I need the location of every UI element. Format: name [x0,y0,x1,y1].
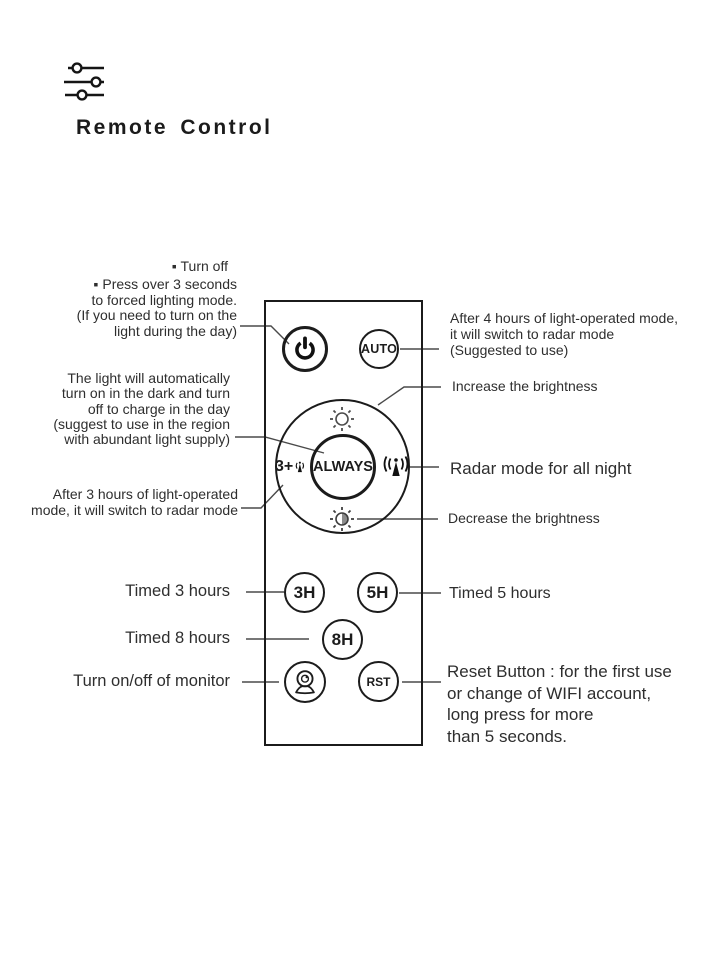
annotation-line: After 4 hours of light-operated mode, [450,310,679,326]
antenna-icon [381,452,411,480]
annotation-after-3-hours [31,487,238,518]
always-button-label: ALWAYS [313,459,373,475]
annotation-auto-dark [53,371,230,447]
annotation-forced-lighting [77,277,237,339]
annotation-after-4-hours [450,310,678,358]
reset-button[interactable] [358,661,399,702]
radar-3h-button[interactable] [275,456,307,478]
annotation-line: than 5 seconds. [447,726,568,746]
annotation-line: with abundant light supply) [64,431,230,448]
annotation-timed-8: Timed 8 hours [125,629,230,647]
timer-5h-button[interactable] [357,572,398,613]
annotation-line: Reset Button : for the first use [447,662,672,681]
sliders-icon [62,60,110,104]
page-title: Remote Control [76,116,273,139]
annotation-line: turn on in the dark and turn [61,385,230,402]
timer-8h-label: 8H [331,629,354,649]
timer-8h-button[interactable] [322,619,363,660]
radar-3h-label: 3+ [275,458,294,475]
annotation-line: mode, it will switch to radar mode [31,501,238,518]
power-button[interactable] [282,326,328,372]
webcam-icon [288,665,322,699]
annotation-line: or change of WIFI account, [447,683,652,703]
annotation-line: (suggest to use in the region [53,415,230,432]
annotation-line: After 3 hours of light-operated [52,486,238,502]
always-button[interactable] [310,434,376,500]
sun-half-icon [329,506,355,532]
reset-button-label: RST [366,674,391,689]
annotation-line: The light will automatically [67,370,230,386]
annotation-monitor: Turn on/off of monitor [73,672,230,690]
brightness-down-button[interactable] [329,506,355,532]
annotation-decrease: Decrease the brightness [448,510,600,526]
annotation-timed-5: Timed 5 hours [449,585,551,602]
annotation-reset [447,661,672,747]
annotation-radar-mode: Radar mode for all night [450,459,632,478]
monitor-button[interactable] [284,661,326,703]
auto-button-label: AUTO [361,342,397,356]
auto-button[interactable] [359,329,399,369]
timer-3h-label: 3H [293,582,316,602]
annotation-turn-off: ▪ Turn off [171,258,228,274]
timer-5h-label: 5H [366,582,389,602]
timer-3h-button[interactable] [284,572,325,613]
annotation-line: (If you need to turn on the [76,307,237,323]
brightness-up-button[interactable] [329,406,355,432]
annotation-line: (Suggested to use) [450,342,569,358]
annotation-line: light during the day) [114,322,237,339]
power-icon [288,332,322,366]
radar-mode-button[interactable] [381,452,411,480]
annotation-line: ▪ Press over 3 seconds [93,276,237,292]
annotation-line: to forced lighting mode. [91,291,237,308]
antenna-icon [293,459,307,475]
annotation-line: it will switch to radar mode [450,326,615,342]
annotation-line: off to charge in the day [87,400,230,417]
annotation-increase: Increase the brightness [452,378,598,394]
annotation-timed-3: Timed 3 hours [125,582,230,600]
annotation-line: long press for more [447,705,594,724]
sun-icon [329,406,355,432]
